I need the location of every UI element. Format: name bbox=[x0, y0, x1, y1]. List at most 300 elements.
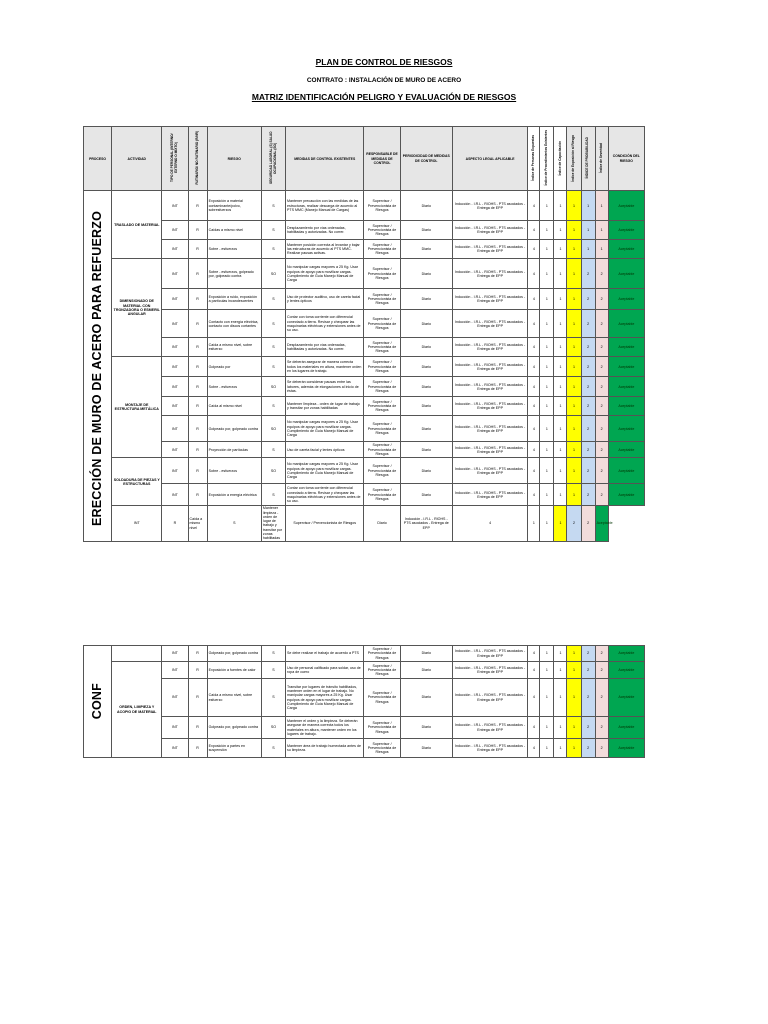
table-row bbox=[84, 679, 645, 717]
header-isev-label: Índice de Severidad bbox=[598, 143, 603, 173]
activity-cell: ORDEN, LIMPIEZA Y ACOPIO DE MATERIAL bbox=[112, 662, 162, 758]
rutina-cell: R bbox=[188, 458, 207, 484]
indice-severidad-cell: 1 bbox=[595, 240, 608, 259]
seg-cell: SO bbox=[261, 416, 285, 442]
responsable-cell: Supervisor / Prevencionista de Riesgos bbox=[364, 191, 400, 221]
indice-exposicion-cell: 1 bbox=[567, 259, 581, 289]
table-row bbox=[84, 191, 645, 221]
indice-probabilidad-cell: 2 bbox=[581, 377, 595, 397]
contract-title: CONTRATO : INSTALACIÓN DE MURO DE ACERO bbox=[306, 77, 462, 84]
indice-probabilidad-cell: 2 bbox=[581, 357, 595, 377]
responsable-cell: Supervisor / Prevencionista de Riesgos bbox=[364, 662, 400, 679]
indice-personas-cell: 4 bbox=[528, 646, 540, 662]
tipo-cell: INT bbox=[162, 240, 188, 259]
periodicidad-cell: Diario bbox=[400, 191, 452, 221]
seg-cell: S bbox=[261, 357, 285, 377]
tipo-cell: INT bbox=[162, 484, 188, 506]
process-label: CONF bbox=[90, 683, 105, 720]
indice-capacitacion-cell: 1 bbox=[554, 240, 567, 259]
process-cell bbox=[84, 646, 112, 758]
indice-exposicion-cell: 1 bbox=[567, 442, 581, 458]
aspecto-legal-cell: Inducción - I.R.L - RIOHS - PTS asociados - Entrega de EPP bbox=[452, 259, 527, 289]
medida-cell: Se debe realizar el trabajo de acuerdo a PTS bbox=[286, 646, 364, 662]
indice-severidad-cell: 2 bbox=[595, 377, 608, 397]
indice-personas-cell: 4 bbox=[528, 458, 540, 484]
periodicidad-cell: Diario bbox=[400, 259, 452, 289]
header-period: PERIODICIDAD DE MEDIDAS DE CONTROL bbox=[400, 127, 452, 191]
medida-cell: Mantener limpieza - orden de lugar de trabajo y transitar por zonas habilitadas bbox=[261, 506, 285, 541]
table-row bbox=[84, 221, 645, 240]
indice-capacitacion-cell: 1 bbox=[554, 377, 567, 397]
medida-cell: Desplazamiento por vías ordenadas, habilitadas y autorizadas. No correr. bbox=[286, 221, 364, 240]
table-row bbox=[84, 442, 645, 458]
rutina-cell: R bbox=[188, 338, 207, 357]
indice-capacitacion-cell: 1 bbox=[540, 506, 554, 541]
indice-procedimientos-cell: 1 bbox=[540, 646, 554, 662]
indice-procedimientos-cell: 1 bbox=[540, 442, 554, 458]
indice-personas-cell: 4 bbox=[528, 679, 540, 717]
condicion-cell: Aceptable bbox=[608, 458, 644, 484]
aspecto-legal-cell: Inducción - I.R.L - RIOHS - PTS asociados - Entrega de EPP bbox=[452, 289, 527, 310]
aspecto-legal-cell: Inducción - I.R.L - RIOHS - PTS asociados - Entrega de EPP bbox=[452, 397, 527, 416]
aspecto-legal-cell: Inducción - I.R.L - RIOHS - PTS asociados - Entrega de EPP bbox=[452, 739, 527, 758]
riesgo-cell: Golpeado por, golpeado contra bbox=[207, 416, 261, 442]
periodicidad-cell: Diario bbox=[400, 357, 452, 377]
indice-personas-cell: 4 bbox=[528, 377, 540, 397]
indice-exposicion-cell: 1 bbox=[567, 338, 581, 357]
aspecto-legal-cell: Inducción - I.R.L - RIOHS - PTS asociados - Entrega de EPP bbox=[452, 377, 527, 397]
condicion-cell: Aceptable bbox=[595, 506, 608, 541]
indice-procedimientos-cell: 1 bbox=[540, 679, 554, 717]
indice-personas-cell: 4 bbox=[528, 221, 540, 240]
riesgo-cell: Caída a mismo nivel, sobre esfuerzo bbox=[207, 679, 261, 717]
indice-capacitacion-cell: 1 bbox=[554, 662, 567, 679]
indice-procedimientos-cell: 1 bbox=[540, 739, 554, 758]
indice-probabilidad-cell: 2 bbox=[581, 338, 595, 357]
indice-probabilidad-cell: 2 bbox=[581, 310, 595, 338]
condicion-cell: Aceptable bbox=[608, 310, 644, 338]
indice-probabilidad-cell: 1 bbox=[581, 191, 595, 221]
rutina-cell: R bbox=[188, 310, 207, 338]
rutina-cell: R bbox=[162, 506, 188, 541]
condicion-cell: Aceptable bbox=[608, 717, 644, 739]
condicion-cell: Aceptable bbox=[608, 289, 644, 310]
table-row bbox=[84, 717, 645, 739]
indice-severidad-cell: 2 bbox=[595, 646, 608, 662]
riesgo-cell: Golpeado por, golpeado contra bbox=[207, 717, 261, 739]
periodicidad-cell: Diario bbox=[400, 377, 452, 397]
aspecto-legal-cell: Inducción - I.R.L - RIOHS - PTS asociados - Entrega de EPP bbox=[452, 310, 527, 338]
indice-probabilidad-cell: 2 bbox=[567, 506, 581, 541]
indice-severidad-cell: 2 bbox=[595, 458, 608, 484]
riesgo-cell: Exposición a energía eléctrica bbox=[207, 484, 261, 506]
seg-cell: S bbox=[261, 442, 285, 458]
table-row bbox=[84, 458, 645, 484]
table-row bbox=[84, 357, 645, 377]
activity-cell bbox=[112, 646, 162, 662]
rutina-cell: R bbox=[188, 679, 207, 717]
header-tipo bbox=[162, 127, 188, 191]
header-icap bbox=[554, 127, 567, 191]
responsable-cell: Supervisor / Prevencionista de Riesgos bbox=[364, 458, 400, 484]
table-row bbox=[84, 259, 645, 289]
indice-exposicion-cell: 1 bbox=[567, 221, 581, 240]
indice-probabilidad-cell: 2 bbox=[581, 662, 595, 679]
indice-exposicion-cell: 1 bbox=[567, 484, 581, 506]
rutina-cell: R bbox=[188, 646, 207, 662]
riesgo-cell: Golpeado por, golpeado contra bbox=[207, 646, 261, 662]
indice-probabilidad-cell: 2 bbox=[581, 717, 595, 739]
aspecto-legal-cell: Inducción - I.R.L - RIOHS - PTS asociados - Entrega de EPP bbox=[452, 357, 527, 377]
medida-cell: Se deberán considerar pausas entre las labores, además de elongaciones al inicio de éstas. bbox=[286, 377, 364, 397]
condicion-cell: Aceptable bbox=[608, 338, 644, 357]
medida-cell: Contar con toma corriente con diferencial conectado a tierra. Revisar y chequear las maquinarias eléctricas y extensiones antes de su uso. bbox=[286, 484, 364, 506]
periodicidad-cell: Diario bbox=[400, 717, 452, 739]
periodicidad-cell: Diario bbox=[400, 739, 452, 758]
tipo-cell: INT bbox=[162, 397, 188, 416]
rutina-cell: R bbox=[188, 377, 207, 397]
responsable-cell: Supervisor / Prevencionista de Riesgos bbox=[364, 646, 400, 662]
indice-personas-cell: 4 bbox=[452, 506, 527, 541]
riesgo-cell: Sobre - esfuerzos bbox=[207, 458, 261, 484]
riesgo-cell: Sobre - esfuerzos bbox=[207, 377, 261, 397]
table-row bbox=[84, 662, 645, 679]
medida-cell: Transitar por lugares de tránsito habilitados, mantener orden en el lugar de trabajo. No manipular cargas mayores a 25 Kg. Usar equipos de apoyo para movilizar cargas. Cumplimiento de Guía Manejo Manual de Carga bbox=[286, 679, 364, 717]
indice-exposicion-cell: 1 bbox=[567, 679, 581, 717]
indice-procedimientos-cell: 1 bbox=[540, 416, 554, 442]
aspecto-legal-cell: Inducción - I.R.L - RIOHS - PTS asociados - Entrega de EPP bbox=[452, 717, 527, 739]
indice-severidad-cell: 2 bbox=[595, 310, 608, 338]
periodicidad-cell: Diario bbox=[400, 442, 452, 458]
tipo-cell: INT bbox=[162, 458, 188, 484]
seg-cell: SO bbox=[261, 458, 285, 484]
indice-severidad-cell: 1 bbox=[595, 221, 608, 240]
header-medidas: MEDIDAS DE CONTROL EXISTENTES bbox=[286, 127, 364, 191]
header-iproc-label: Índice de Procedimientos Existentes bbox=[543, 130, 548, 186]
indice-severidad-cell: 2 bbox=[595, 739, 608, 758]
header-iexp bbox=[567, 127, 581, 191]
seg-cell: S bbox=[261, 310, 285, 338]
header-actividad: ACTIVIDAD bbox=[112, 127, 162, 191]
seg-cell: S bbox=[261, 221, 285, 240]
responsable-cell: Supervisor / Prevencionista de Riesgos bbox=[364, 221, 400, 240]
process-label: ERECCIÓN DE MURO DE ACERO PARA REFUERZO bbox=[90, 210, 105, 526]
rutina-cell: R bbox=[188, 259, 207, 289]
indice-procedimientos-cell: 1 bbox=[540, 310, 554, 338]
indice-personas-cell: 4 bbox=[528, 416, 540, 442]
condicion-cell: Aceptable bbox=[608, 484, 644, 506]
aspecto-legal-cell: Inducción - I.R.L - RIOHS - PTS asociados - Entrega de EPP bbox=[400, 506, 452, 541]
indice-exposicion-cell: 1 bbox=[567, 717, 581, 739]
activity-cell: SOLDADURA DE PIEZAS Y ESTRUCTURAS bbox=[112, 458, 162, 506]
responsable-cell: Supervisor / Prevencionista de Riesgos bbox=[364, 679, 400, 717]
header-seg-label: SEGURIDAD LABORAL (S) SALUD OCUPACIONAL (SO) bbox=[268, 131, 277, 185]
tipo-cell: INT bbox=[162, 717, 188, 739]
table-row bbox=[84, 377, 645, 397]
condicion-cell: Aceptable bbox=[608, 679, 644, 717]
aspecto-legal-cell: Inducción - I.R.L - RIOHS - PTS asociados - Entrega de EPP bbox=[452, 484, 527, 506]
aspecto-legal-cell: Inducción - I.R.L - RIOHS - PTS asociados - Entrega de EPP bbox=[452, 662, 527, 679]
indice-procedimientos-cell: 1 bbox=[540, 221, 554, 240]
medida-cell: No manipular cargas mayores a 25 Kg. Usar equipos de apoyo para movilizar cargas. Cumplimiento de Guía Manejo Manual de Carga bbox=[286, 458, 364, 484]
periodicidad-cell: Diario bbox=[400, 289, 452, 310]
riesgo-cell: Caída al mismo nivel bbox=[207, 397, 261, 416]
indice-exposicion-cell: 1 bbox=[567, 458, 581, 484]
indice-procedimientos-cell: 1 bbox=[540, 357, 554, 377]
indice-severidad-cell: 2 bbox=[595, 397, 608, 416]
periodicidad-cell: Diario bbox=[400, 397, 452, 416]
table-row bbox=[84, 739, 645, 758]
condicion-cell: Aceptable bbox=[608, 377, 644, 397]
rutina-cell: R bbox=[188, 191, 207, 221]
indice-severidad-cell: 2 bbox=[595, 357, 608, 377]
indice-severidad-cell: 2 bbox=[595, 416, 608, 442]
indice-procedimientos-cell: 1 bbox=[540, 240, 554, 259]
riesgo-cell: Golpeado por bbox=[207, 357, 261, 377]
header-isev bbox=[595, 127, 608, 191]
indice-personas-cell: 4 bbox=[528, 717, 540, 739]
responsable-cell: Supervisor / Prevencionista de Riesgos bbox=[286, 506, 364, 541]
header-legal: ASPECTO LEGAL APLICABLE bbox=[452, 127, 527, 191]
header-iproc bbox=[540, 127, 554, 191]
condicion-cell: Aceptable bbox=[608, 357, 644, 377]
table-row bbox=[84, 506, 645, 541]
responsable-cell: Supervisor / Prevencionista de Riesgos bbox=[364, 739, 400, 758]
riesgo-cell: Caída a mismo nivel, sobre esfuerzo bbox=[207, 338, 261, 357]
periodicidad-cell: Diario bbox=[400, 240, 452, 259]
indice-personas-cell: 4 bbox=[528, 739, 540, 758]
indice-personas-cell: 4 bbox=[528, 310, 540, 338]
seg-cell: S bbox=[261, 646, 285, 662]
indice-capacitacion-cell: 1 bbox=[554, 221, 567, 240]
riesgo-cell: Contacto con energía eléctrica, contacto con discos cortantes bbox=[207, 310, 261, 338]
header-ip-label: Índice de Personas Expuestas bbox=[530, 135, 535, 181]
periodicidad-cell: Diario bbox=[400, 646, 452, 662]
responsable-cell: Supervisor / Prevencionista de Riesgos bbox=[364, 377, 400, 397]
indice-personas-cell: 4 bbox=[528, 338, 540, 357]
medida-cell: Contar con toma corriente con diferencial conectado a tierra. Revisar y chequear las maquinarias eléctricas y extensiones antes de su uso. bbox=[286, 310, 364, 338]
tipo-cell: INT bbox=[162, 289, 188, 310]
indice-capacitacion-cell: 1 bbox=[554, 416, 567, 442]
header-iprob bbox=[581, 127, 595, 191]
rutina-cell: R bbox=[188, 484, 207, 506]
aspecto-legal-cell: Inducción - I.R.L - RIOHS - PTS asociados - Entrega de EPP bbox=[452, 458, 527, 484]
condicion-cell: Aceptable bbox=[608, 240, 644, 259]
tipo-cell: INT bbox=[162, 416, 188, 442]
header-riesgo: RIESGO bbox=[207, 127, 261, 191]
seg-cell: SO bbox=[261, 377, 285, 397]
aspecto-legal-cell: Inducción - I.R.L - RIOHS - PTS asociados - Entrega de EPP bbox=[452, 240, 527, 259]
riesgo-cell: Sobre - esfuerzos, golpeado por, golpeado contra bbox=[207, 259, 261, 289]
seg-cell: S bbox=[261, 397, 285, 416]
responsable-cell: Supervisor / Prevencionista de Riesgos bbox=[364, 416, 400, 442]
medida-cell: Desplazamiento por vías ordenadas, habilitadas y autorizadas. No correr. bbox=[286, 338, 364, 357]
seg-cell: S bbox=[261, 191, 285, 221]
periodicidad-cell: Diario bbox=[400, 679, 452, 717]
indice-severidad-cell: 2 bbox=[595, 289, 608, 310]
indice-severidad-cell: 2 bbox=[595, 259, 608, 289]
aspecto-legal-cell: Inducción - I.R.L - RIOHS - PTS asociados - Entrega de EPP bbox=[452, 191, 527, 221]
responsable-cell: Supervisor / Prevencionista de Riesgos bbox=[364, 397, 400, 416]
indice-probabilidad-cell: 2 bbox=[581, 484, 595, 506]
tipo-cell: INT bbox=[162, 191, 188, 221]
indice-capacitacion-cell: 1 bbox=[554, 191, 567, 221]
aspecto-legal-cell: Inducción - I.R.L - RIOHS - PTS asociados - Entrega de EPP bbox=[452, 679, 527, 717]
condicion-cell: Aceptable bbox=[608, 191, 644, 221]
seg-cell: S bbox=[261, 240, 285, 259]
seg-cell: S bbox=[261, 739, 285, 758]
indice-capacitacion-cell: 1 bbox=[554, 458, 567, 484]
seg-cell: S bbox=[261, 289, 285, 310]
indice-personas-cell: 4 bbox=[528, 442, 540, 458]
seg-cell: SO bbox=[261, 717, 285, 739]
responsable-cell: Supervisor / Prevencionista de Riesgos bbox=[364, 338, 400, 357]
indice-procedimientos-cell: 1 bbox=[540, 191, 554, 221]
indice-procedimientos-cell: 1 bbox=[540, 458, 554, 484]
indice-probabilidad-cell: 1 bbox=[581, 221, 595, 240]
seg-cell: S bbox=[261, 484, 285, 506]
responsable-cell: Supervisor / Prevencionista de Riesgos bbox=[364, 442, 400, 458]
risk-matrix-table-1 bbox=[83, 126, 645, 542]
responsable-cell: Supervisor / Prevencionista de Riesgos bbox=[364, 357, 400, 377]
tipo-cell: INT bbox=[162, 662, 188, 679]
indice-exposicion-cell: 1 bbox=[567, 739, 581, 758]
indice-severidad-cell: 2 bbox=[581, 506, 595, 541]
table-row bbox=[84, 310, 645, 338]
rutina-cell: R bbox=[188, 739, 207, 758]
periodicidad-cell: Diario bbox=[400, 310, 452, 338]
table-row bbox=[84, 289, 645, 310]
riesgo-cell: Caída a mismo nivel bbox=[188, 506, 207, 541]
indice-probabilidad-cell: 2 bbox=[581, 679, 595, 717]
responsable-cell: Supervisor / Prevencionista de Riesgos bbox=[364, 240, 400, 259]
condicion-cell: Aceptable bbox=[608, 662, 644, 679]
indice-capacitacion-cell: 1 bbox=[554, 679, 567, 717]
indice-probabilidad-cell: 2 bbox=[581, 646, 595, 662]
indice-exposicion-cell: 1 bbox=[567, 377, 581, 397]
rutina-cell: R bbox=[188, 442, 207, 458]
table-row bbox=[84, 240, 645, 259]
document-title: PLAN DE CONTROL DE RIESGOS bbox=[315, 57, 453, 67]
medida-cell: Mantener área de trabajo humectada antes de su limpieza. bbox=[286, 739, 364, 758]
indice-exposicion-cell: 1 bbox=[567, 240, 581, 259]
indice-capacitacion-cell: 1 bbox=[554, 484, 567, 506]
indice-capacitacion-cell: 1 bbox=[554, 357, 567, 377]
indice-severidad-cell: 2 bbox=[595, 679, 608, 717]
indice-capacitacion-cell: 1 bbox=[554, 442, 567, 458]
responsable-cell: Supervisor / Prevencionista de Riesgos bbox=[364, 484, 400, 506]
periodicidad-cell: Diario bbox=[400, 458, 452, 484]
indice-procedimientos-cell: 1 bbox=[540, 377, 554, 397]
indice-procedimientos-cell: 1 bbox=[540, 662, 554, 679]
rutina-cell: R bbox=[188, 662, 207, 679]
indice-probabilidad-cell: 2 bbox=[581, 416, 595, 442]
aspecto-legal-cell: Inducción - I.R.L - RIOHS - PTS asociados - Entrega de EPP bbox=[452, 416, 527, 442]
indice-capacitacion-cell: 1 bbox=[554, 717, 567, 739]
condicion-cell: Aceptable bbox=[608, 646, 644, 662]
seg-cell: SO bbox=[261, 259, 285, 289]
header-rutina-label: RUTINARIO/ NO RUTINARIO (R/NR) bbox=[194, 131, 199, 185]
riesgo-cell: Exposición a ruido, exposición a partículas incandescentes bbox=[207, 289, 261, 310]
indice-exposicion-cell: 1 bbox=[567, 310, 581, 338]
indice-exposicion-cell: 1 bbox=[567, 416, 581, 442]
header-proceso: PROCESO bbox=[84, 127, 112, 191]
indice-personas-cell: 4 bbox=[528, 191, 540, 221]
indice-procedimientos-cell: 1 bbox=[540, 484, 554, 506]
tipo-cell: INT bbox=[162, 357, 188, 377]
matrix-title: MATRIZ IDENTIFICACIÓN PELIGRO Y EVALUACIÓN DE RIESGOS bbox=[251, 92, 517, 102]
medida-cell: Uso de careta facial y lentes ópticos bbox=[286, 442, 364, 458]
indice-personas-cell: 4 bbox=[528, 240, 540, 259]
indice-procedimientos-cell: 1 bbox=[540, 338, 554, 357]
condicion-cell: Aceptable bbox=[608, 442, 644, 458]
medida-cell: Mantener limpieza - orden de lugar de trabajo y transitar por zonas habilitadas bbox=[286, 397, 364, 416]
table-row bbox=[84, 338, 645, 357]
aspecto-legal-cell: Inducción - I.R.L - RIOHS - PTS asociados - Entrega de EPP bbox=[452, 646, 527, 662]
seg-cell: S bbox=[261, 679, 285, 717]
table-row bbox=[84, 484, 645, 506]
indice-probabilidad-cell: 2 bbox=[581, 442, 595, 458]
table-row bbox=[84, 646, 645, 662]
indice-exposicion-cell: 1 bbox=[567, 662, 581, 679]
indice-personas-cell: 4 bbox=[528, 397, 540, 416]
indice-procedimientos-cell: 1 bbox=[540, 289, 554, 310]
tipo-cell: INT bbox=[162, 259, 188, 289]
table-row bbox=[84, 416, 645, 442]
condicion-cell: Aceptable bbox=[608, 739, 644, 758]
indice-personas-cell: 4 bbox=[528, 662, 540, 679]
riesgo-cell: Exposición a partes en suspensión bbox=[207, 739, 261, 758]
indice-exposicion-cell: 1 bbox=[567, 289, 581, 310]
medida-cell: No manipular cargas mayores a 25 Kg. Usar equipos de apoyo para movilizar cargas. Cumplimiento de Guía Manejo Manual de Carga bbox=[286, 416, 364, 442]
indice-personas-cell: 4 bbox=[528, 289, 540, 310]
indice-procedimientos-cell: 1 bbox=[528, 506, 540, 541]
responsable-cell: Supervisor / Prevencionista de Riesgos bbox=[364, 717, 400, 739]
medida-cell: No manipular cargas mayores a 25 Kg. Usar equipos de apoyo para movilizar cargas. Cumplimiento de Guía Manejo Manual de Carga bbox=[286, 259, 364, 289]
indice-probabilidad-cell: 2 bbox=[581, 397, 595, 416]
rutina-cell: R bbox=[188, 240, 207, 259]
riesgo-cell: Sobre - esfuerzos bbox=[207, 240, 261, 259]
periodicidad-cell: Diario bbox=[400, 338, 452, 357]
indice-severidad-cell: 2 bbox=[595, 717, 608, 739]
indice-severidad-cell: 2 bbox=[595, 442, 608, 458]
header-resp: RESPONSABLE DE MEDIDAS DE CONTROL bbox=[364, 127, 400, 191]
riesgo-cell: Exposición a fuentes de calor bbox=[207, 662, 261, 679]
header-iprob-label: ÍNDICE DE PROBABILIDAD bbox=[585, 137, 590, 179]
rutina-cell: R bbox=[188, 416, 207, 442]
indice-severidad-cell: 2 bbox=[595, 338, 608, 357]
periodicidad-cell: Diario bbox=[400, 221, 452, 240]
responsable-cell: Supervisor / Prevencionista de Riesgos bbox=[364, 259, 400, 289]
indice-capacitacion-cell: 1 bbox=[554, 739, 567, 758]
activity-cell: DIMENSIONADO DE MATERIAL CON TRONZADORA O ESMERIL ANGULAR bbox=[112, 259, 162, 357]
rutina-cell: R bbox=[188, 289, 207, 310]
condicion-cell: Aceptable bbox=[608, 416, 644, 442]
header-icap-label: Índice de Capacitación bbox=[557, 140, 562, 176]
riesgo-cell: Caídas a mismo nivel bbox=[207, 221, 261, 240]
process-cell bbox=[84, 191, 112, 541]
indice-personas-cell: 4 bbox=[528, 259, 540, 289]
indice-probabilidad-cell: 2 bbox=[581, 458, 595, 484]
tipo-cell: INT bbox=[162, 442, 188, 458]
rutina-cell: R bbox=[188, 221, 207, 240]
header-iexp-label: Índice de Exposición al Riesgo bbox=[571, 134, 576, 182]
tipo-cell: INT bbox=[162, 310, 188, 338]
header-tipo-label: TIPO DE PERSONAL (INTERNO/ EXTERNO O MIXTO) bbox=[170, 133, 178, 183]
medida-cell: Se deberán asegurar de manera correcta todos los materiales en altura, mantener orden en los lugares de trabajo. bbox=[286, 357, 364, 377]
indice-capacitacion-cell: 1 bbox=[554, 289, 567, 310]
medida-cell: Uso de protector auditivo, uso de careta facial y lentes ópticos bbox=[286, 289, 364, 310]
